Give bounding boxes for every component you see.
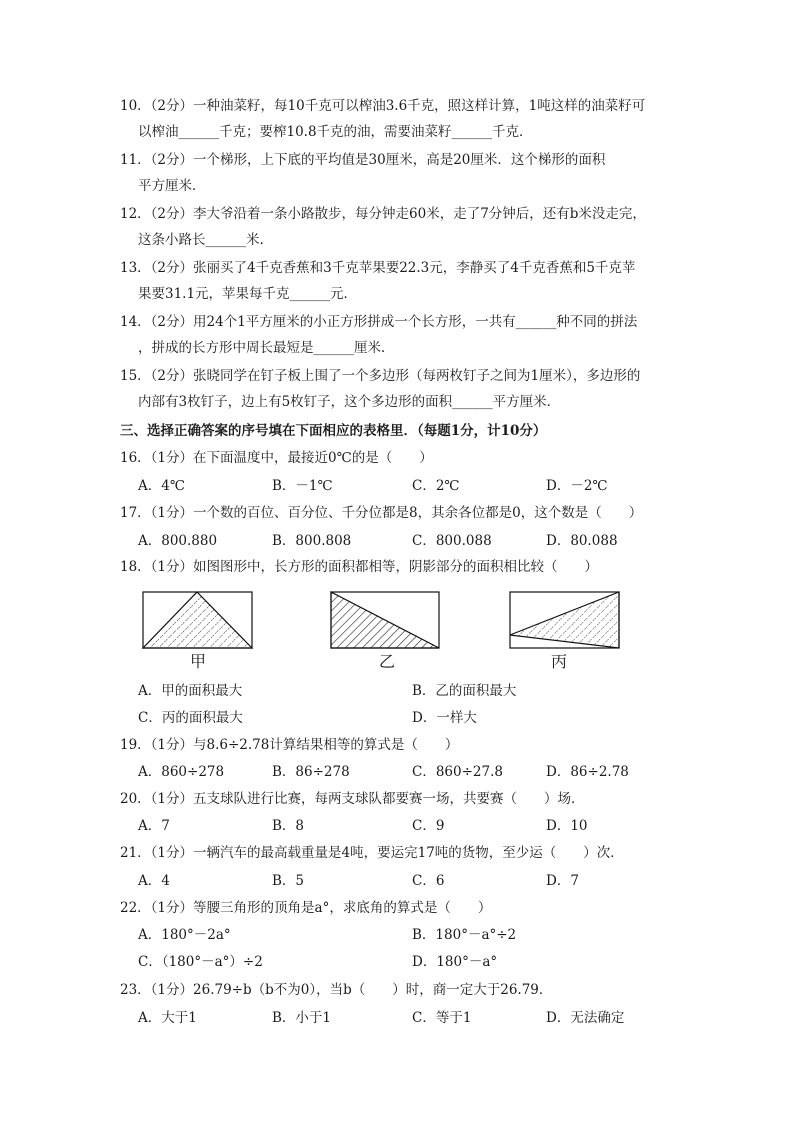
question-18-option-c: C．丙的面积最大 — [138, 710, 243, 726]
question-21-option-d: D．7 — [546, 873, 579, 889]
question-19-option-d: D．86÷2.78 — [546, 764, 629, 780]
question-20-option-b: B．8 — [272, 818, 305, 834]
question-18-option-a: A．甲的面积最大 — [138, 683, 243, 699]
question-16-option-d: D．－2℃ — [546, 478, 608, 494]
question-18-stem: 18．（1分）如图图形中，长方形的面积都相等，阴影部分的面积相比较（ ） — [120, 559, 599, 575]
question-20-stem: 20．（1分）五支球队进行比赛，每两支球队都要赛一场，共要赛（ ）场． — [120, 791, 585, 807]
question-13-line-2: 果要31.1元，苹果每千克______元． — [138, 286, 358, 302]
question-21-option-c: C．6 — [412, 873, 445, 889]
figure-jia — [143, 592, 252, 648]
question-14-line-1: 14．（2分）用24个1平方厘米的小正方形拼成一个长方形，一共有______种不同的拼法 — [120, 314, 638, 330]
question-17-option-b: B．800.808 — [272, 533, 352, 549]
question-23-option-b: B．小于1 — [272, 1010, 332, 1026]
question-17-option-a: A．800.880 — [138, 533, 218, 549]
section-3-heading: 三、选择正确答案的序号填在下面相应的表格里．（每题1分，计10分） — [120, 423, 547, 439]
question-20-option-c: C．9 — [412, 818, 445, 834]
question-21-stem: 21．（1分）一辆汽车的最高载重量是4吨，要运完17吨的货物，至少运（ ）次． — [120, 845, 624, 861]
question-20-option-d: D．10 — [546, 818, 588, 834]
question-11-line-2: 平方厘米． — [138, 178, 206, 194]
question-15-line-1: 15．（2分）张晓同学在钉子板上围了一个多边形（每两枚钉子之间为1厘米），多边形的 — [120, 368, 641, 384]
figure-yi — [331, 592, 439, 648]
question-20-option-a: A．7 — [138, 818, 170, 834]
question-19-stem: 19．（1分）与8.6÷2.78计算结果相等的算式是（ ） — [120, 737, 459, 753]
question-22-option-a: A．180°－2a° — [138, 927, 231, 943]
question-16-option-c: C．2℃ — [412, 478, 460, 494]
question-10-line-2: 以榨油______千克；要榨10.8千克的油，需要油菜籽______千克． — [138, 124, 533, 140]
question-18-option-b: B．乙的面积最大 — [412, 683, 517, 699]
figure-label-jia: 甲 — [190, 652, 207, 671]
question-16-option-b: B．－1℃ — [272, 478, 333, 494]
question-17-option-d: D．80.088 — [546, 533, 618, 549]
question-23-option-c: C．等于1 — [412, 1010, 472, 1026]
question-19-option-a: A．860÷278 — [138, 764, 225, 780]
question-23-option-a: A．大于1 — [138, 1010, 197, 1026]
question-23-option-d: D．无法确定 — [546, 1010, 625, 1026]
question-23-stem: 23．（1分）26.79÷b（b不为0），当b（ ）时，商一定大于26.79． — [120, 982, 553, 998]
question-11-line-1: 11．（2分）一个梯形，上下底的平均值是30厘米，高是20厘米．这个梯形的面积 — [120, 152, 606, 168]
figure-bing — [510, 592, 619, 648]
question-17-option-c: C．800.088 — [412, 533, 492, 549]
question-13-line-1: 13．（2分）张丽买了4千克香蕉和3千克苹果要22.3元，李静买了4千克香蕉和5千克苹 — [120, 260, 636, 276]
question-22-stem: 22．（1分）等腰三角形的顶角是a°，求底角的算式是（ ） — [120, 900, 492, 916]
question-21-option-b: B．5 — [272, 873, 305, 889]
question-22-option-c: C．（180°－a°）÷2 — [138, 954, 263, 970]
question-22-option-b: B．180°－a°÷2 — [412, 927, 517, 943]
question-12-line-2: 这条小路长______米． — [138, 232, 273, 248]
question-22-option-d: D．180°－a° — [412, 954, 498, 970]
question-16-option-a: A．4℃ — [138, 478, 185, 494]
question-15-line-2: 内部有3枚钉子，边上有5枚钉子，这个多边形的面积______平方厘米． — [138, 394, 561, 410]
question-19-option-c: C．860÷27.8 — [412, 764, 503, 780]
question-10-line-1: 10．（2分）一种油菜籽，每10千克可以榨油3.6千克，照这样计算，1吨这样的油菜籽可 — [120, 98, 646, 114]
figure-label-bing: 丙 — [551, 652, 568, 671]
question-17-stem: 17．（1分）一个数的百位、百分位、千分位都是8，其余各位都是0，这个数是（ ） — [120, 505, 643, 521]
question-18-option-d: D．一样大 — [412, 710, 477, 726]
question-16-stem: 16．（1分）在下面温度中，最接近0℃的是（ ） — [120, 450, 433, 466]
question-12-line-1: 12．（2分）李大爷沿着一条小路散步，每分钟走60米，走了7分钟后，还有b米没走完， — [120, 206, 646, 222]
question-21-option-a: A．4 — [138, 873, 170, 889]
question-14-line-2: ，拼成的长方形中周长最短是______厘米． — [138, 340, 395, 356]
figure-label-yi: 乙 — [379, 652, 396, 671]
question-19-option-b: B．86÷278 — [272, 764, 350, 780]
